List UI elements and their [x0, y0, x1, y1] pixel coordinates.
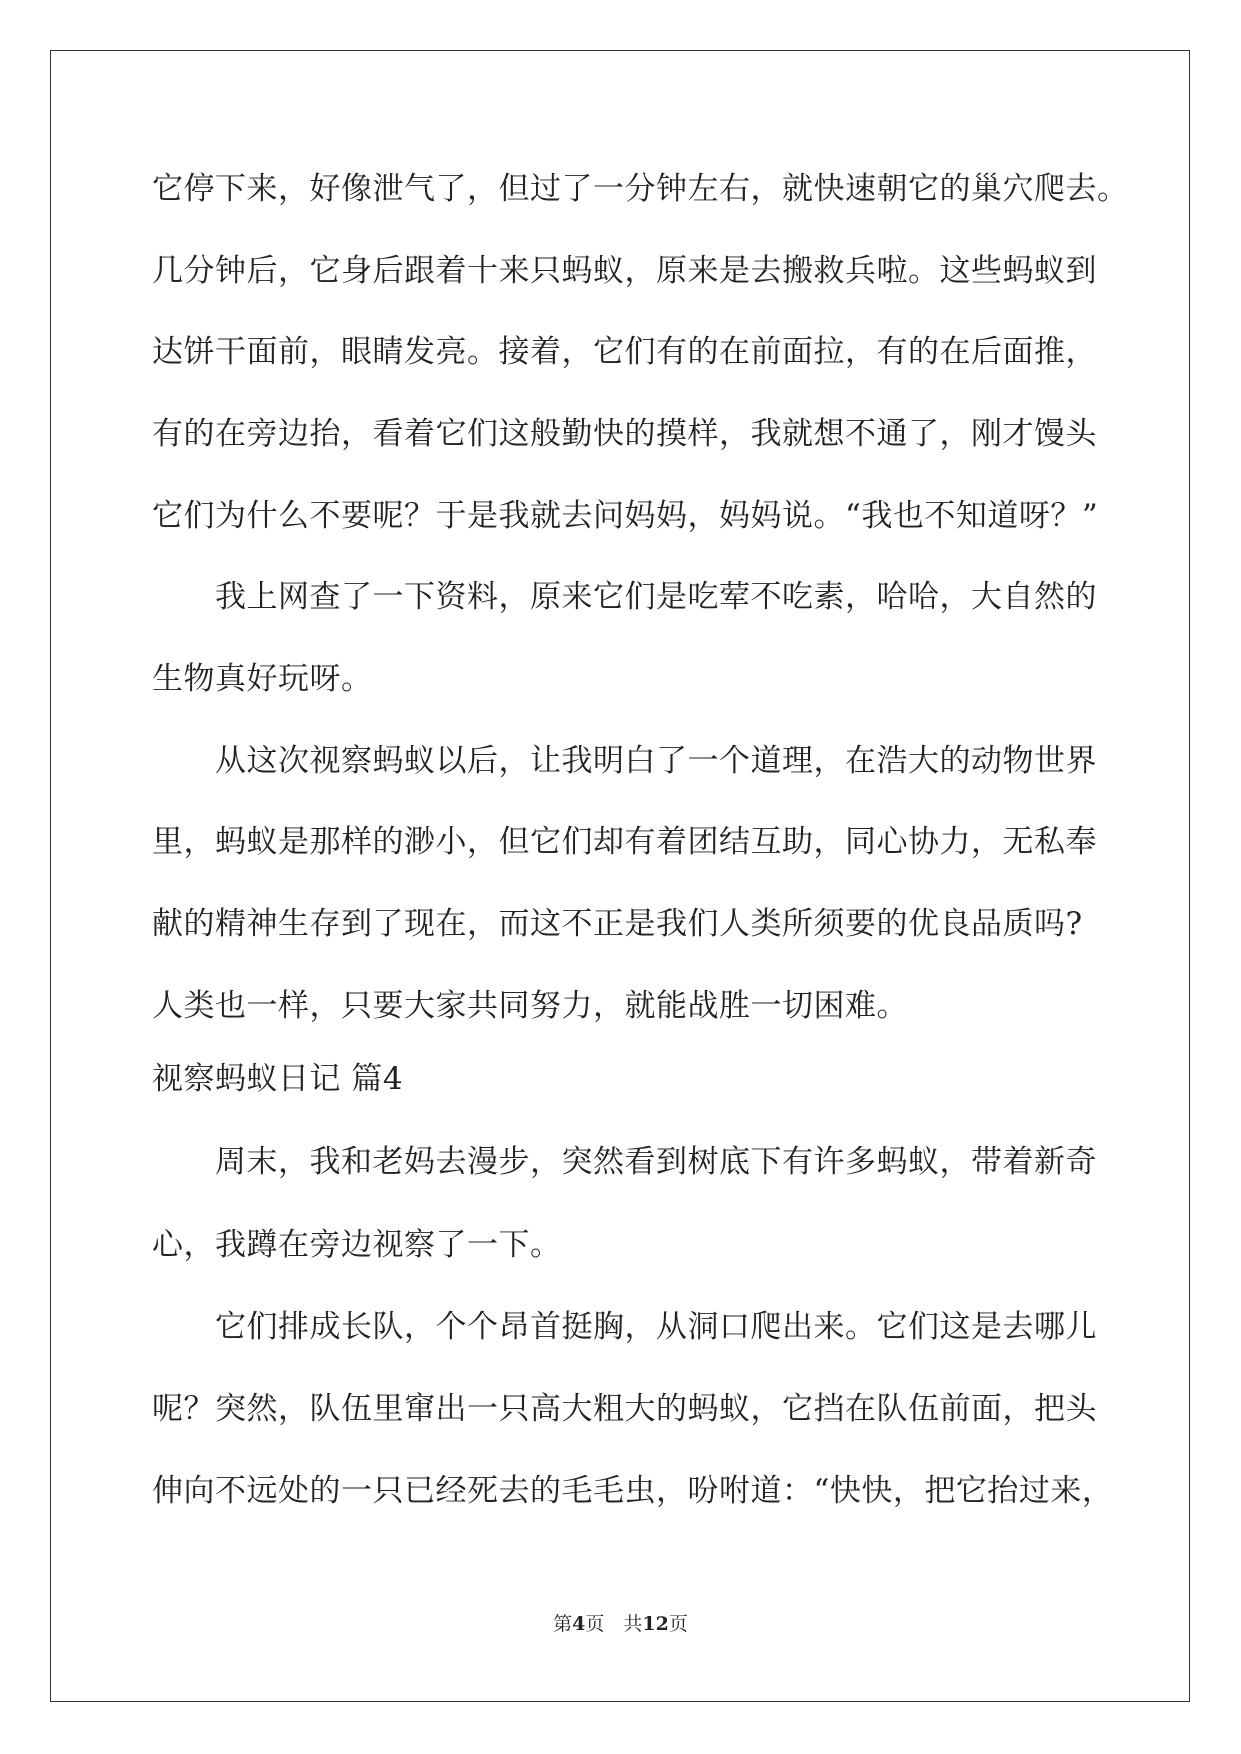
page-border: [50, 50, 1190, 1702]
text-line: 它停下来，好像泄气了，但过了一分钟左右，就快速朝它的巢穴爬去。: [152, 171, 1129, 207]
text-line: 几分钟后，它身后跟着十来只蚂蚁，原来是去搬救兵啦。这些蚂蚁到: [152, 253, 1097, 289]
text-line: 它们排成长队，个个昂首挺胸，从洞口爬出来。它们这是去哪儿: [152, 1309, 1097, 1345]
text-line: 里，蚂蚁是那样的渺小，但它们却有着团结互助，同心协力，无私奉: [152, 824, 1097, 860]
footer-mid: 页 共: [585, 1613, 643, 1635]
page-footer: [0, 1612, 1241, 1636]
text-line: 生物真好玩呀。: [152, 661, 373, 697]
text-line: 达饼干面前，眼睛发亮。接着，它们有的在前面拉，有的在后面推，: [152, 334, 1097, 370]
text-line: 从这次视察蚂蚁以后，让我明白了一个道理，在浩大的动物世界: [152, 743, 1097, 779]
page-number: 4: [572, 1613, 586, 1635]
text-line: 它们为什么不要呢？于是我就去问妈妈，妈妈说。“我也不知道呀？”: [152, 498, 1099, 534]
footer-suffix: 页: [668, 1613, 688, 1635]
text-line: 人类也一样，只要大家共同努力，就能战胜一切困难。: [152, 988, 908, 1024]
text-line: 我上网查了一下资料，原来它们是吃荤不吃素，哈哈，大自然的: [152, 579, 1097, 615]
section-heading: 视察蚂蚁日记 篇4: [152, 1061, 404, 1097]
footer-prefix: 第: [553, 1613, 573, 1635]
text-line: 呢？突然，队伍里窜出一只高大粗大的蚂蚁，它挡在队伍前面，把头: [152, 1391, 1097, 1427]
text-line: 心，我蹲在旁边视察了一下。: [152, 1227, 562, 1263]
text-line: 有的在旁边抬，看着它们这般勤快的摸样，我就想不通了，刚才馒头: [152, 416, 1097, 452]
text-line: 周末，我和老妈去漫步，突然看到树底下有许多蚂蚁，带着新奇: [152, 1144, 1097, 1180]
text-line: 献的精神生存到了现在，而这不正是我们人类所须要的优良品质吗?: [152, 906, 1083, 942]
total-pages: 12: [642, 1613, 669, 1635]
text-line: 伸向不远处的一只已经死去的毛毛虫，吩咐道：“快快，把它抬过来，: [152, 1473, 1114, 1509]
